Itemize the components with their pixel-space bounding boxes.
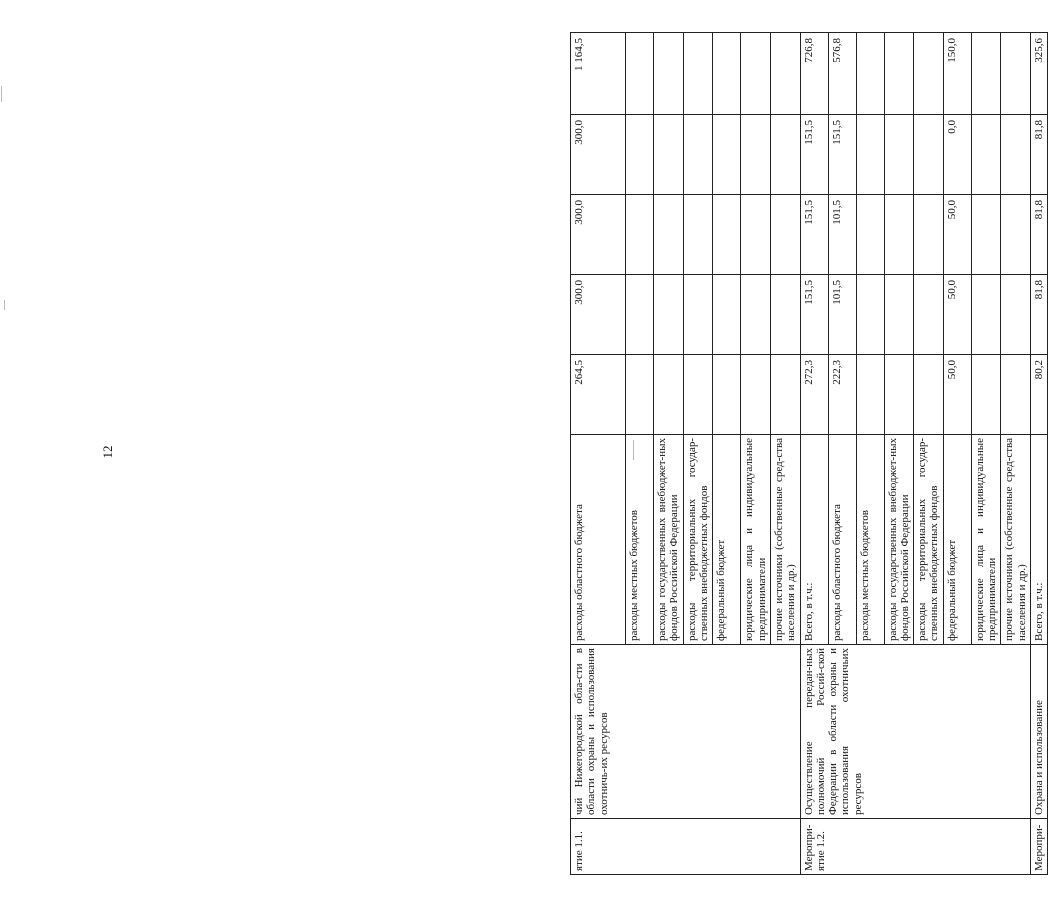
table-cell [626,355,654,435]
table-cell [741,195,771,275]
table-cell [770,195,800,275]
table-cell: юридические лица и индивидуальные предприниматели [741,435,771,645]
table-cell-value: 101,5 [828,275,856,355]
table-cell [654,275,684,355]
table-cell-value: 300,0 [571,275,626,355]
table-cell [683,355,713,435]
table-cell [713,355,741,435]
table-cell [741,115,771,195]
table-cell-value: 1 164,5 [571,33,626,115]
table-cell [856,275,884,355]
table-cell [884,355,914,435]
table-cell [884,33,914,115]
table-cell: расходы территориальных государ-ственных внебюджетных фондов [914,435,944,645]
table-cell [770,355,800,435]
table-cell: расходы государственных внебюджет-ных фондов Российской Федерации [654,435,684,645]
table-cell [1001,355,1031,435]
table-cell [1001,33,1031,115]
table-cell [654,355,684,435]
table-cell [683,275,713,355]
table-row [800,33,828,875]
page-number: 12 [100,445,115,459]
table-cell-value: 151,5 [800,115,828,195]
table-cell [971,355,1001,435]
table-cell [884,275,914,355]
table-cell [856,115,884,195]
table-cell [713,275,741,355]
table-cell-value: 272,3 [800,355,828,435]
table-cell: Охрана и использование [1031,645,1048,819]
table-cell: ятие 1.1. [571,819,801,875]
table-cell: федеральный бюджет [943,435,971,645]
table-cell-value: 81,8 [1031,275,1048,355]
scan-mark [1,86,2,102]
table-cell [654,195,684,275]
table-cell [654,33,684,115]
table-cell-value: 576,8 [828,33,856,115]
table-cell-value: 50,0 [943,195,971,275]
table-cell [741,33,771,115]
table-cell [914,115,944,195]
table-cell-value: 222,3 [828,355,856,435]
table-cell-value: 50,0 [943,355,971,435]
table-cell [713,33,741,115]
table-row [571,33,626,875]
table-cell [770,115,800,195]
table-cell [770,275,800,355]
table-cell [683,115,713,195]
table-cell [713,195,741,275]
table-cell-value: 264,5 [571,355,626,435]
table-cell: Меропри- [1031,819,1048,875]
table-cell [971,33,1001,115]
table-cell [914,33,944,115]
table-cell: чий Нижегородской обла-сти в области охраны и использования охотничь-их ресурсов [571,645,801,819]
table-cell-value: 300,0 [571,195,626,275]
table-cell: Меропри-ятие 1.2. [800,819,1031,875]
table-cell [1001,195,1031,275]
table-cell [914,195,944,275]
table-cell [741,275,771,355]
table-cell [626,195,654,275]
table-cell-value: 150,0 [943,33,971,115]
table-cell [683,33,713,115]
table-cell-value: 151,5 [800,195,828,275]
table-cell [741,355,771,435]
table-cell: расходы территориальных государ-ственных внебюджетных фондов [683,435,713,645]
table-cell [1001,115,1031,195]
table-cell-value: 151,5 [800,275,828,355]
table-cell-value: 50,0 [943,275,971,355]
table-cell-value: 325,6 [1031,33,1048,115]
table-cell: расходы местных бюджетов [856,435,884,645]
table-cell-value: 81,8 [1031,115,1048,195]
table-cell: расходы государственных внебюджет-ных фондов Российской Федерации [884,435,914,645]
table-cell [884,115,914,195]
table-cell-value: 101,5 [828,195,856,275]
table-cell [971,115,1001,195]
table-cell [914,275,944,355]
table-cell [626,33,654,115]
table-cell-value: 0,0 [943,115,971,195]
table-cell [971,195,1001,275]
table-cell-value: 80,2 [1031,355,1048,435]
table-cell [654,115,684,195]
table-cell: прочие источники (собственные сред-ства населения и др.) [1001,435,1031,645]
table-cell [770,33,800,115]
table-cell-value: 300,0 [571,115,626,195]
table-cell [626,275,654,355]
table-cell-value: 726,8 [800,33,828,115]
scan-mark [4,300,5,310]
budget-table [570,32,1048,875]
table-cell-value: 81,8 [1031,195,1048,275]
table-cell [713,115,741,195]
table-cell: Всего, в т.ч.: [800,435,828,645]
table-cell: Всего, в т.ч.: [1031,435,1048,645]
table-row [1031,33,1048,875]
table-cell: Осуществление передан-ных полномочий Россий-ской Федерации в области охраны и использования охотничьих ресурсов [800,645,1031,819]
table-cell [683,195,713,275]
table-cell: федеральный бюджет [713,435,741,645]
table-cell [856,195,884,275]
table-cell [914,355,944,435]
table-cell: расходы областного бюджета [571,435,626,645]
table-cell [1001,275,1031,355]
table-cell [884,195,914,275]
table-cell: прочие источники (собственные сред-ства населения и др.) [770,435,800,645]
table-cell [856,355,884,435]
table-cell [626,115,654,195]
table-cell [856,33,884,115]
table-cell: юридические лица и индивидуальные предприниматели [971,435,1001,645]
table-cell: расходы местных бюджетов [626,435,654,645]
table-cell-value: 151,5 [828,115,856,195]
table-cell: расходы областного бюджета [828,435,856,645]
table-cell [971,275,1001,355]
